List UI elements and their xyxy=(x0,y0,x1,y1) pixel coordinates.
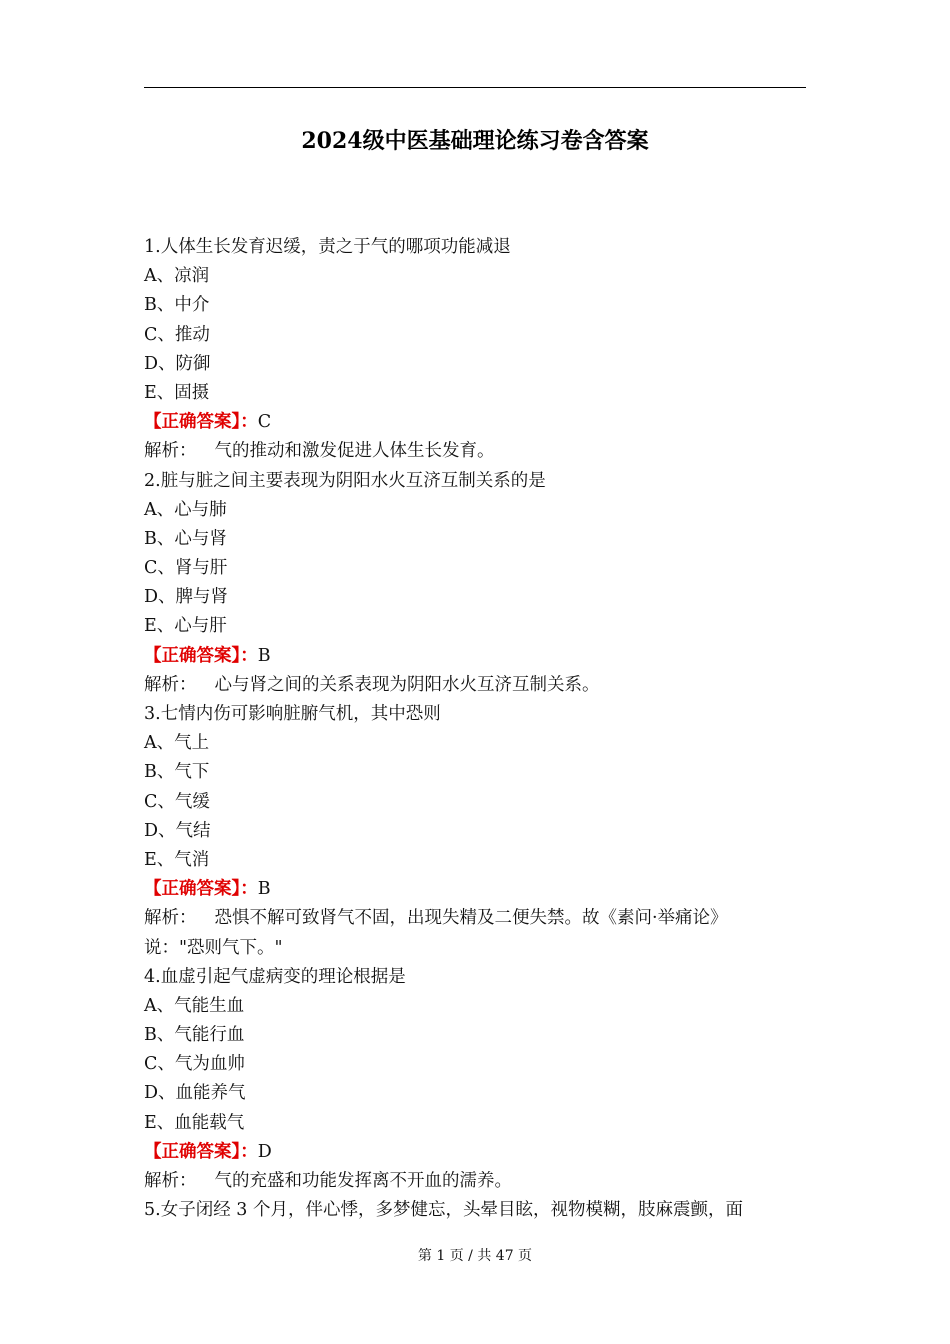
page-footer: 第 1 页 / 共 47 页 xyxy=(417,1248,533,1264)
answer-value: C xyxy=(257,412,272,433)
answer-label: 【正确答案】： xyxy=(144,645,258,666)
analysis-text: 心与肾之间的关系表现为阴阳水火互济互制关系。 xyxy=(214,674,600,695)
option: B、气能行血 xyxy=(144,1025,245,1046)
answer-label: 【正确答案】： xyxy=(144,879,258,900)
correct-answer xyxy=(144,1138,806,1167)
answer-label: 【正确答案】： xyxy=(144,412,258,433)
option: E、固摄 xyxy=(144,382,210,403)
analysis xyxy=(144,904,806,933)
option: C、气为血帅 xyxy=(144,1054,245,1075)
answer-label: 【正确答案】： xyxy=(144,1141,258,1162)
analysis-continuation: 说："恐则气下。" xyxy=(144,937,283,958)
option: E、血能载气 xyxy=(144,1112,245,1133)
analysis-text: 气的推动和激发促进人体生长发育。 xyxy=(214,441,495,462)
question-stem: 3.七情内伤可影响脏腑气机，其中恐则 xyxy=(144,704,441,724)
option: C、推动 xyxy=(144,324,210,345)
option: B、中介 xyxy=(144,295,210,316)
question-stem: 1.人体生长发育迟缓，责之于气的哪项功能减退 xyxy=(144,237,511,257)
option: A、气能生血 xyxy=(144,995,245,1016)
option: A、凉润 xyxy=(144,266,210,287)
analysis xyxy=(144,1167,806,1196)
option: D、防御 xyxy=(144,353,211,374)
question-stem: 2.脏与脏之间主要表现为阴阳水火互济互制关系的是 xyxy=(144,470,546,491)
analysis-text: 恐惧不解可致肾气不固，出现失精及二便失禁。故《素问·举痛论》 xyxy=(214,908,728,929)
answer-value: B xyxy=(257,645,271,666)
option: D、脾与肾 xyxy=(144,587,229,608)
question-list xyxy=(144,233,806,1225)
correct-answer xyxy=(144,408,806,437)
document-title: 2024级中医基础理论练习卷含答案 xyxy=(301,128,649,154)
question-stem: 5.女子闭经 3 个月，伴心悸，多梦健忘，头晕目眩，视物模糊，肢麻震颤，面 xyxy=(144,1200,743,1221)
option: D、气结 xyxy=(144,820,211,841)
analysis xyxy=(144,671,806,700)
correct-answer xyxy=(144,875,806,904)
answer-value: B xyxy=(257,879,271,900)
analysis-label: 解析： xyxy=(144,674,197,695)
option: A、气上 xyxy=(144,733,210,754)
option: E、气消 xyxy=(144,849,210,870)
analysis-label: 解析： xyxy=(144,441,197,462)
option: D、血能养气 xyxy=(144,1083,246,1104)
header-rule xyxy=(144,87,806,88)
option: C、肾与肝 xyxy=(144,558,228,579)
analysis-label: 解析： xyxy=(144,1171,197,1191)
option: B、气下 xyxy=(144,762,210,783)
option: B、心与肾 xyxy=(144,528,227,549)
option: C、气缓 xyxy=(144,791,210,812)
analysis xyxy=(144,437,806,466)
answer-value: D xyxy=(257,1141,272,1162)
correct-answer xyxy=(144,642,806,671)
analysis-text: 气的充盛和功能发挥离不开血的濡养。 xyxy=(214,1171,512,1191)
option: A、心与肺 xyxy=(144,499,227,520)
analysis-label: 解析： xyxy=(144,908,197,929)
question-stem: 4.血虚引起气虚病变的理论根据是 xyxy=(144,966,406,987)
option: E、心与肝 xyxy=(144,616,227,637)
